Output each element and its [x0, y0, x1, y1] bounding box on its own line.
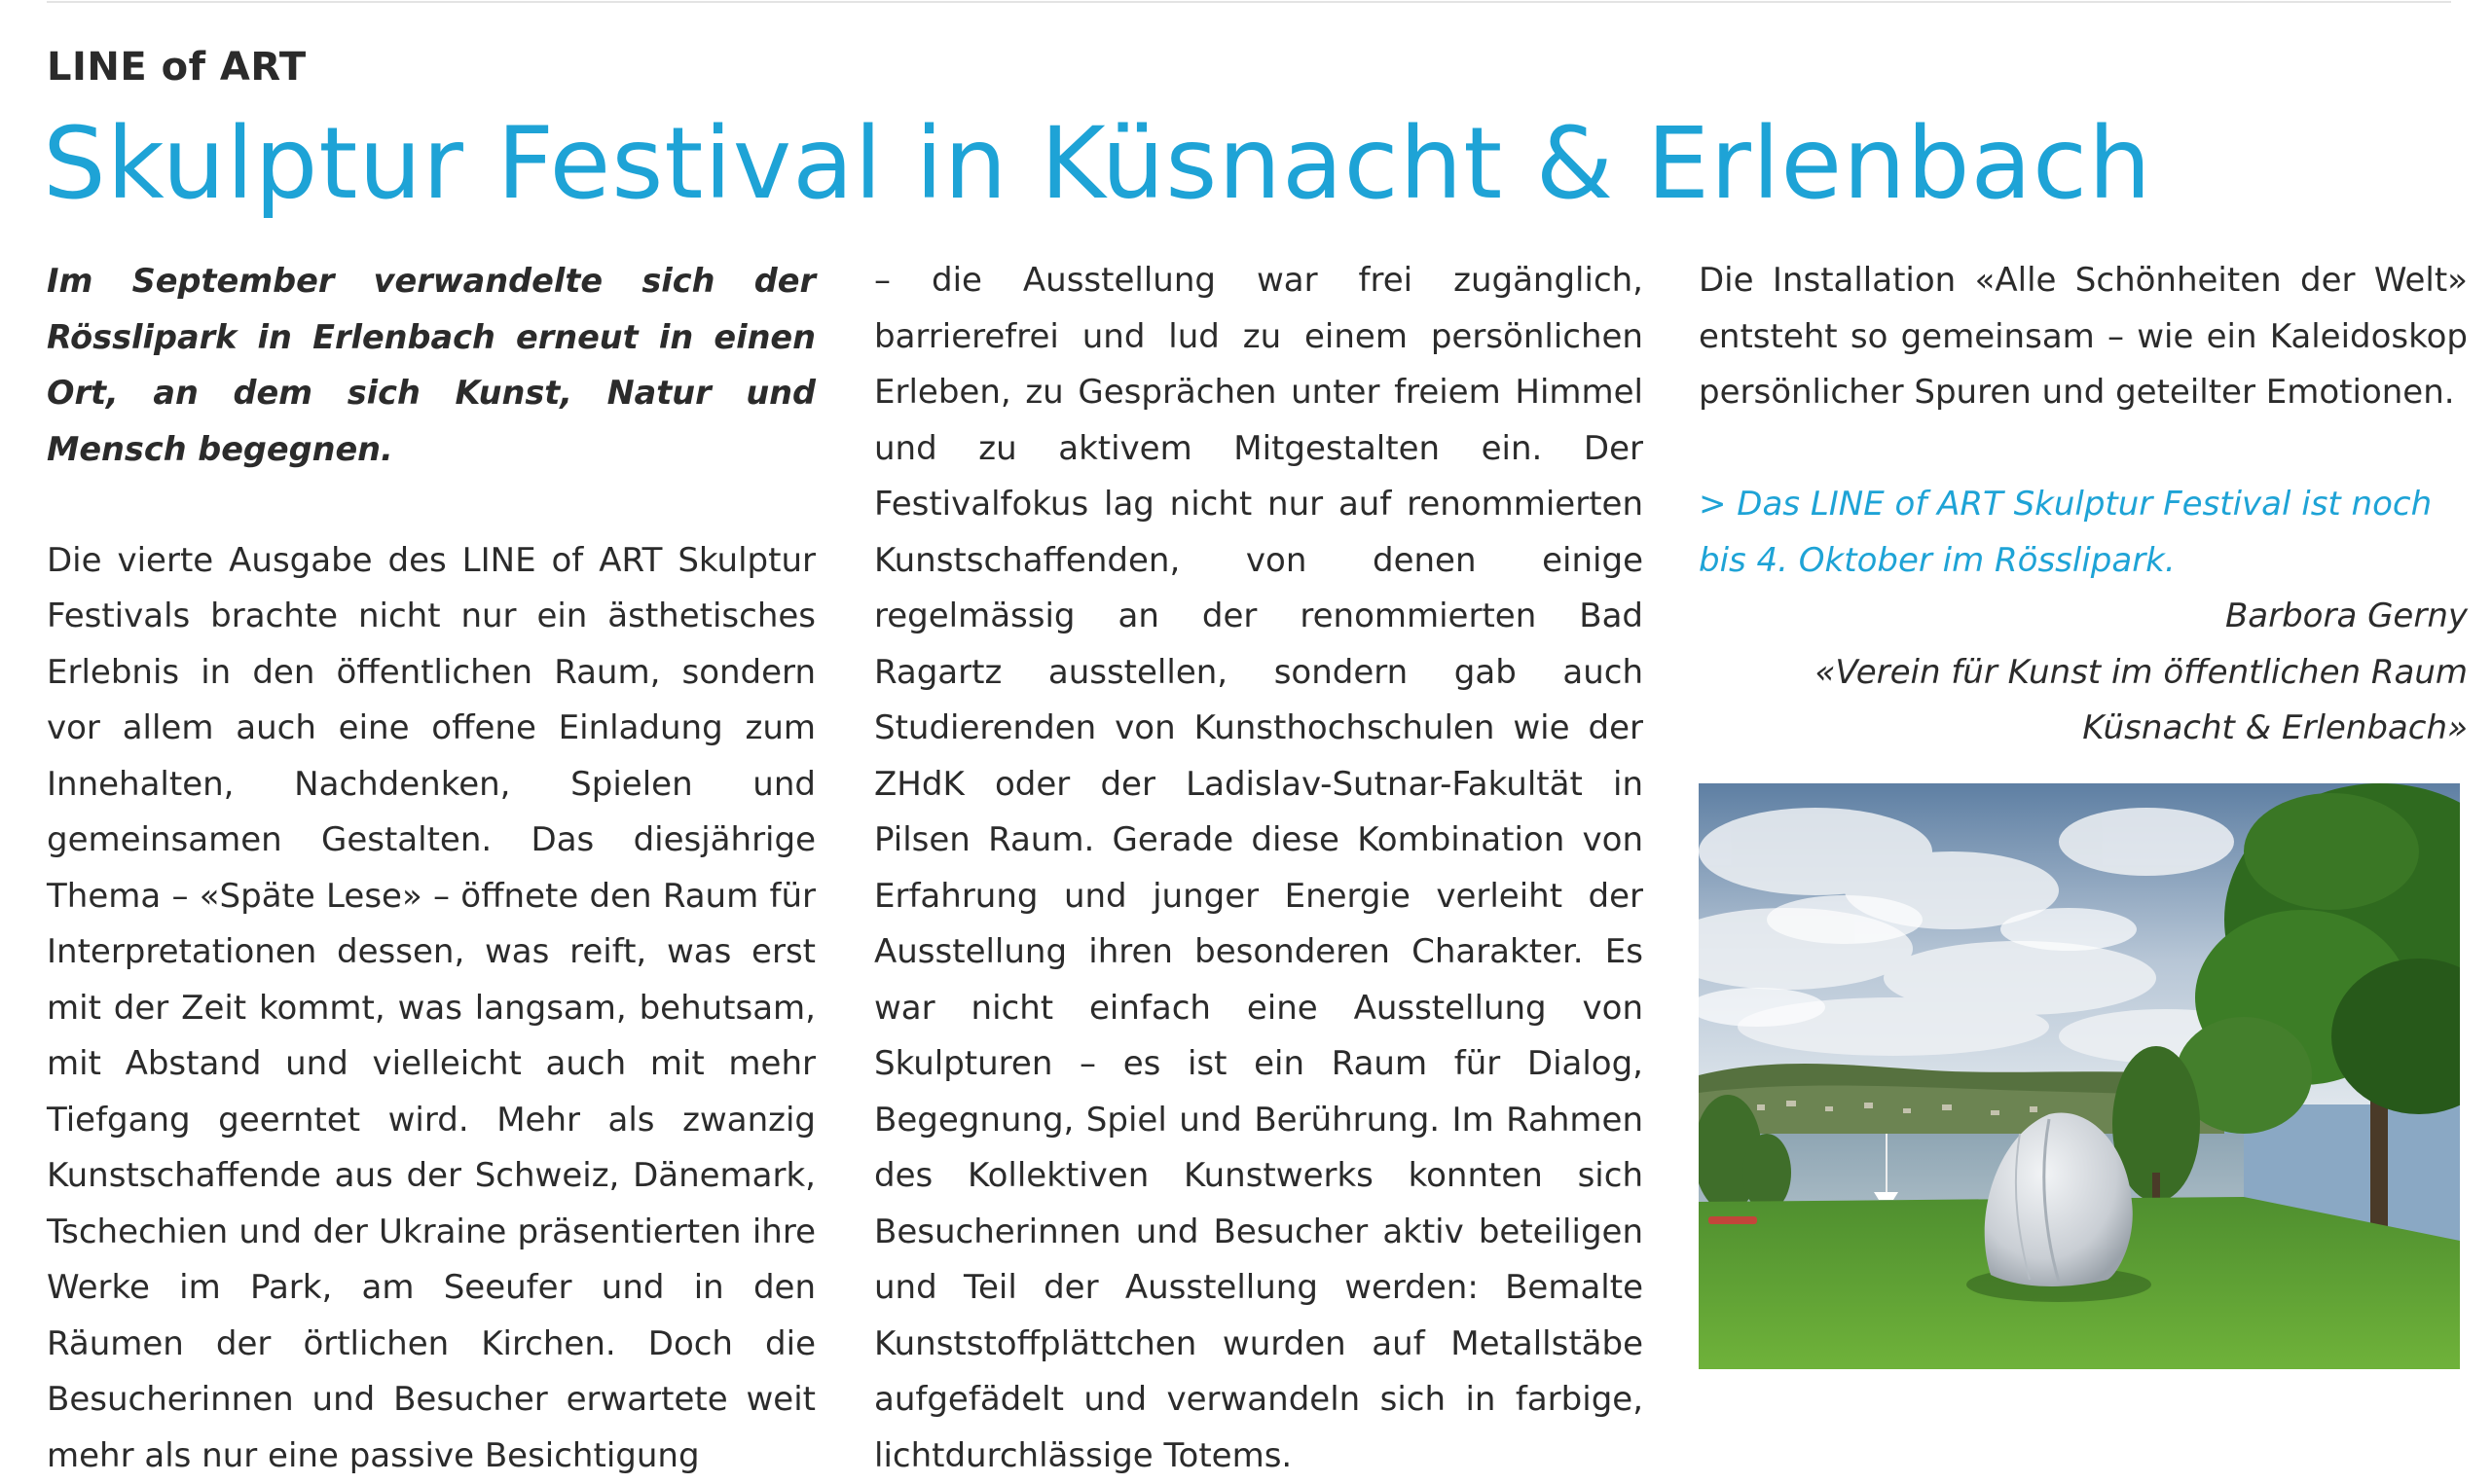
column-1	[47, 253, 816, 1484]
author-org-line1: «Verein für Kunst im öffentlichen Raum	[1699, 645, 2468, 702]
signature-block	[1699, 589, 2468, 757]
body-text-col3: Die Installation «Alle Schönheiten der Welt» entsteht so gemeinsam – wie ein Kaleidoskop persönlicher Spuren und geteilter Emotionen.	[1699, 253, 2468, 421]
paragraph-spacer	[1699, 421, 2468, 478]
kicker-label: LINE of ART	[47, 45, 307, 90]
top-rule	[47, 1, 2451, 3]
author-name: Barbora Gerny	[1699, 589, 2468, 645]
festival-photo	[1699, 783, 2460, 1369]
article-lead: Im September verwandelte sich der Rösslipark in Erlenbach erneut in einen Ort, an dem sich Kunst, Natur und Mensch begegnen.	[47, 253, 816, 477]
author-org-line2: Küsnacht & Erlenbach»	[1699, 701, 2468, 757]
body-text-col1: Die vierte Ausgabe des LINE of ART Skulptur Festivals brachte nicht nur ein ästhetisches Erlebnis in den öffentlichen Raum, sondern vor allem auch eine offene Einladung zum Innehalten, Nachdenken, Spielen und gemeinsamen Gestalten. Das diesjährige Thema – «Späte Lese» – öffnete den Raum für Interpretationen dessen, was reift, was erst mit der Zeit kommt, was langsam, behutsam, mit Abstand und vielleicht auch mit mehr Tiefgang geerntet wird. Mehr als zwanzig Kunstschaffende aus der Schweiz, Dänemark, Tschechien und der Ukraine präsentierten ihre Werke im Park, am Seeufer und in den Räumen der örtlichen Kirchen. Doch die Besucherinnen und Besucher erwartete weit mehr als nur eine passive Besichtigung	[47, 533, 816, 1484]
column-2	[874, 253, 1643, 1484]
article-headline: Skulptur Festival in Küsnacht & Erlenbach	[43, 107, 2152, 221]
park-sculpture-image	[1699, 783, 2460, 1369]
festival-info-link[interactable]: > Das LINE of ART Skulptur Festival ist noch bis 4. Oktober im Rösslipark.	[1699, 477, 2468, 589]
body-text-col2: – die Ausstellung war frei zugänglich, barrierefrei und lud zu einem persönlichen Erleben, zu Gesprächen unter freiem Himmel und zu aktivem Mitgestalten ein. Der Festivalfokus lag nicht nur auf renommierten Kunstschaffenden, von denen einige regelmässig an der renommierten Bad Ragartz ausstellen, sondern gab auch Studierenden von Kunsthochschulen wie der ZHdK oder der Ladislav-Sutnar-Fakultät in Pilsen Raum. Gerade diese Kombination von Erfahrung und junger Energie verleiht der Ausstellung ihren besonderen Charakter. Es war nicht einfach eine Ausstellung von Skulpturen – es ist ein Raum für Dialog, Begegnung, Spiel und Berührung. Im Rahmen des Kollektiven Kunstwerks konnten sich Besucherinnen und Besucher aktiv beteiligen und Teil der Ausstellung werden: Bemalte Kunststoffplättchen wurden auf Metallstäbe aufgefädelt und verwandeln sich in farbige, lichtdurchlässige Totems.	[874, 253, 1643, 1484]
paragraph-spacer	[47, 477, 816, 533]
column-3	[1699, 253, 2468, 757]
